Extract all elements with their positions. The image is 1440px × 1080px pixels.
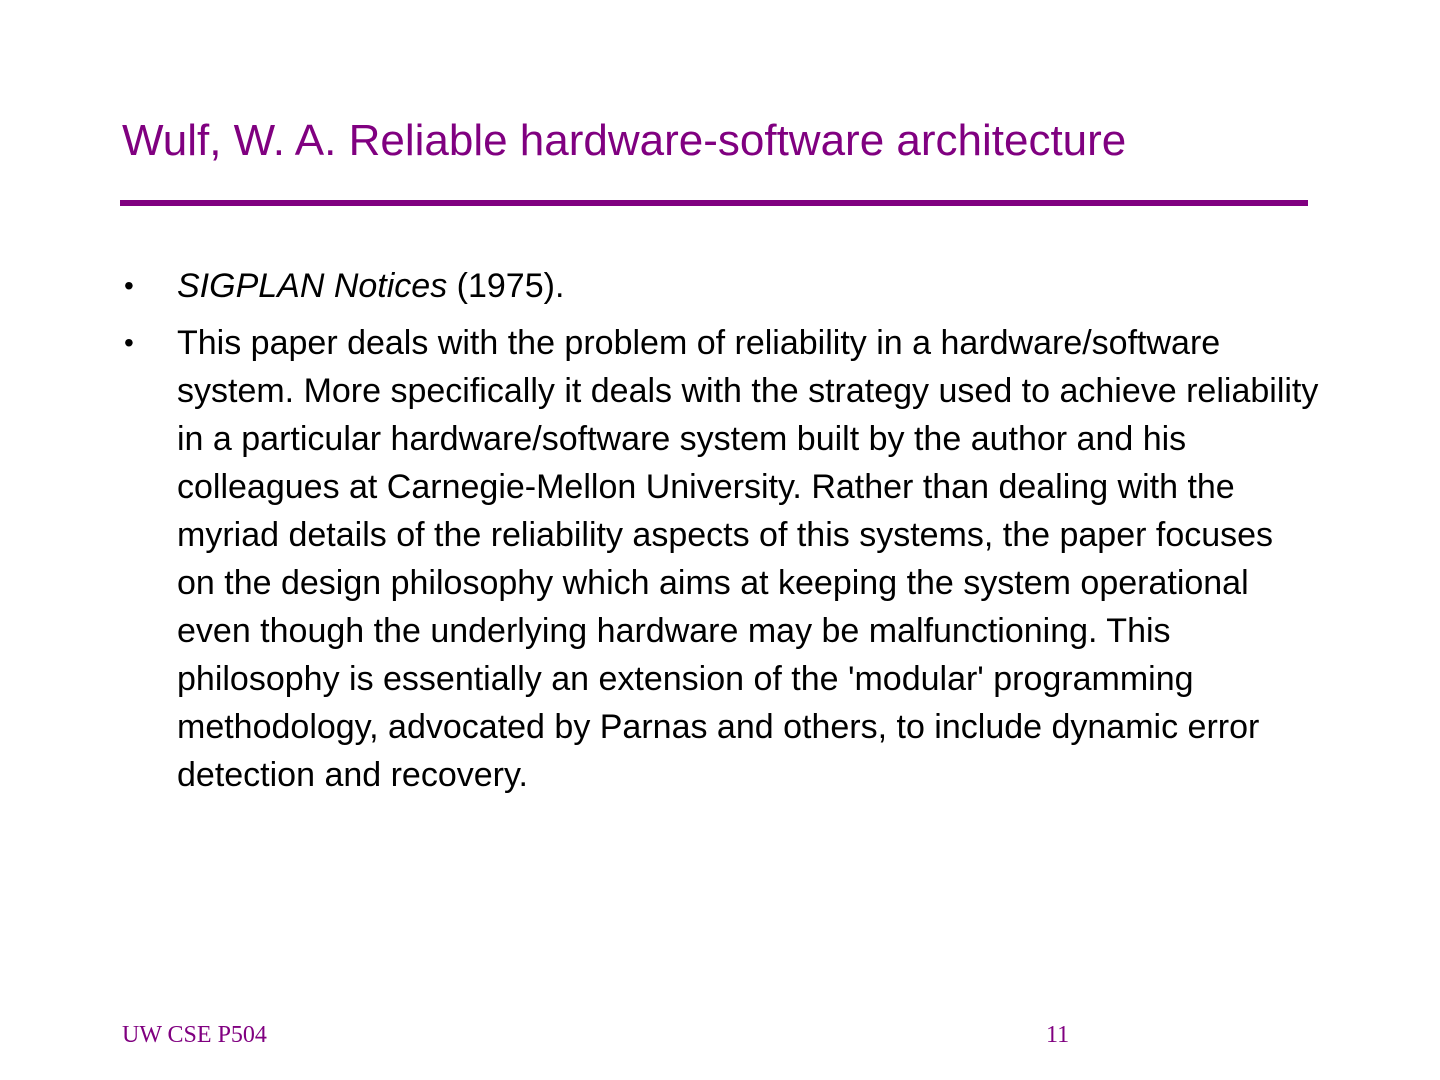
bullet-item-abstract xyxy=(120,319,1320,799)
bullet-item-citation xyxy=(120,262,1320,310)
title-underline xyxy=(120,200,1308,206)
footer-page-number: 11 xyxy=(1046,1022,1070,1048)
abstract-text: This paper deals with the problem of reliability in a hardware/software system. More specifically it deals with the strategy used to achieve reliability in a particular hardware/software system built by the author and his colleagues at Carnegie-Mellon University. Rather than dealing with the myriad details of the reliability aspects of this systems, the paper focuses on the design philosophy which aims at keeping the system operational even though the underlying hardware may be malfunctioning. This philosophy is essentially an extension of the 'modular' programming methodology, advocated by Parnas and others, to include dynamic error detection and recovery. xyxy=(177,324,1319,794)
citation-year: (1975). xyxy=(447,267,565,305)
bullet-list xyxy=(120,262,1320,808)
bullet-icon: • xyxy=(124,270,134,301)
bullet-icon: • xyxy=(124,327,134,358)
footer-course: UW CSE P504 xyxy=(122,1022,267,1048)
slide-title: Wulf, W. A. Reliable hardware-software architecture xyxy=(122,116,1127,165)
journal-name: SIGPLAN Notices xyxy=(177,267,448,305)
